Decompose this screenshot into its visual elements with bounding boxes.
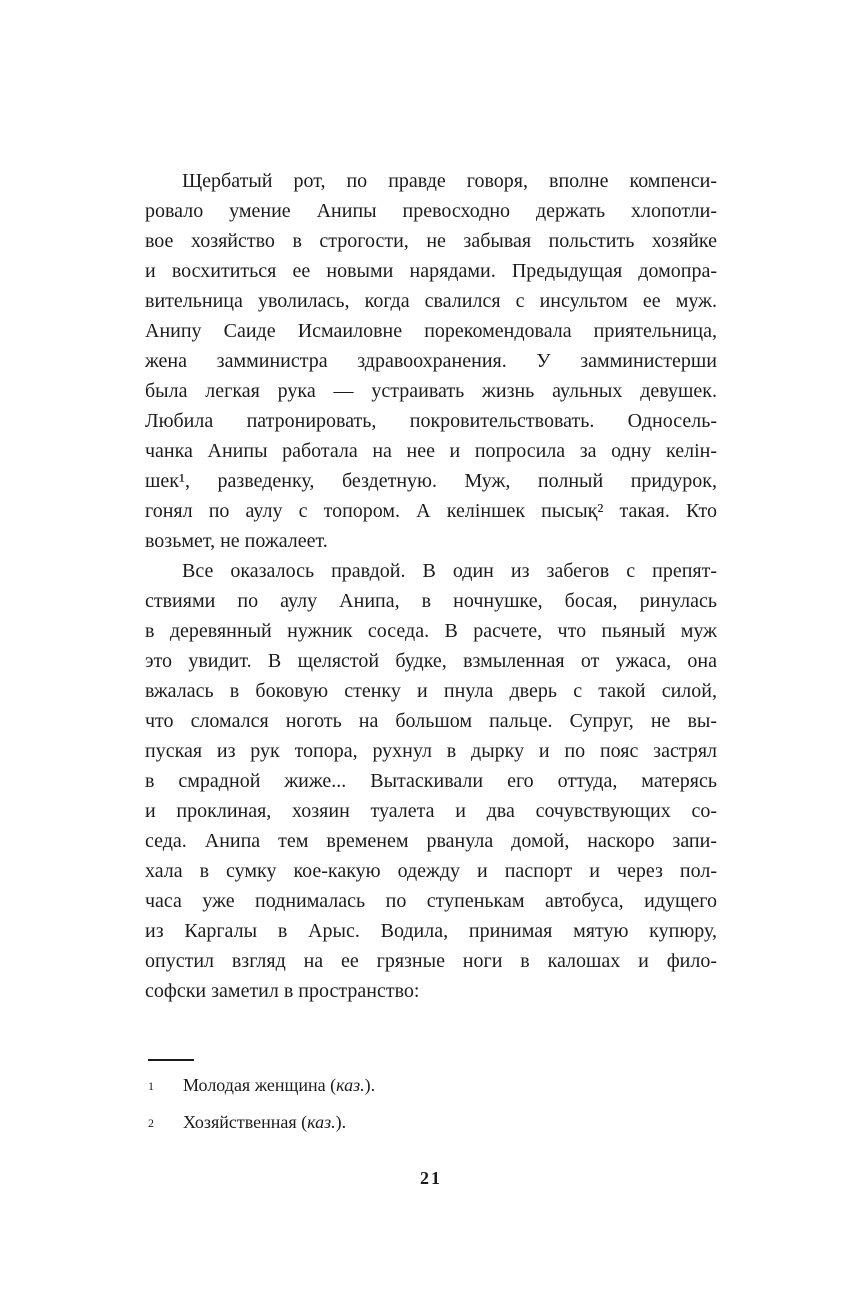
text-line: шек¹, разведенку, бездетную. Муж, полный придурок,: [145, 470, 717, 492]
text-line: вительница уволилась, когда свалился с инсультом ее муж.: [145, 290, 717, 312]
footnote: [146, 1072, 718, 1099]
text-line: из Каргалы в Арыс. Водила, принимая мятую купюру,: [145, 920, 717, 942]
page-number: 21: [420, 1168, 442, 1188]
text-line: вое хозяйство в строгости, не забывая польстить хозяйке: [145, 230, 717, 252]
footnote: [146, 1109, 718, 1136]
footnotes: [146, 1072, 718, 1146]
text-line: в смрадной жиже... Вытаскивали его оттуда, матерясь: [145, 770, 717, 792]
text-line: хала в сумку кое-какую одежду и паспорт и через пол-: [145, 860, 717, 882]
text-line: вжалась в боковую стенку и пнула дверь с такой силой,: [145, 680, 717, 702]
text-line: часа уже поднималась по ступенькам автобуса, идущего: [145, 890, 717, 912]
text-line: что сломался ноготь на большом пальце. Супруг, не вы-: [145, 710, 717, 732]
text-line: была легкая рука — устраивать жизнь аульных девушек.: [145, 380, 717, 402]
text-line: и восхититься ее новыми нарядами. Предыдущая домопра-: [145, 260, 717, 282]
footnote-text: Молодая женщина (каз.).: [183, 1075, 376, 1095]
text-line: гонял по аулу с топором. А келіншек пысық² такая. Кто: [145, 500, 717, 522]
text-line: Любила патронировать, покровительствовать. Односель-: [145, 410, 717, 432]
text-line: Все оказалось правдой. В один из забегов с препят-: [182, 560, 717, 582]
footnote-text: Хозяйственная (каз.).: [183, 1112, 347, 1132]
text-line: Анипу Саиде Исмаиловне порекомендовала приятельница,: [145, 320, 717, 342]
body-text: [145, 166, 717, 1006]
text-line: чанка Анипы работала на нее и попросила за одну келін-: [145, 440, 717, 462]
footnote-marker: 2: [148, 1116, 154, 1130]
text-line: и проклиная, хозяин туалета и два сочувствующих со-: [145, 800, 717, 822]
text-line: софски заметил в пространство:: [145, 980, 420, 1002]
text-line: опустил взгляд на ее грязные ноги в калошах и фило-: [145, 950, 717, 972]
text-line: в деревянный нужник соседа. В расчете, что пьяный муж: [145, 620, 717, 642]
text-line: ствиями по аулу Анипа, в ночнушке, босая, ринулась: [145, 590, 717, 612]
text-line: седа. Анипа тем временем рванула домой, наскоро запи-: [145, 830, 717, 852]
text-line: возьмет, не пожалеет.: [145, 530, 328, 552]
text-line: пуская из рук топора, рухнул в дырку и по пояс застрял: [145, 740, 717, 762]
text-line: Щербатый рот, по правде говоря, вполне компенси-: [182, 170, 717, 192]
footnote-rule: [148, 1059, 194, 1061]
text-line: жена замминистра здравоохранения. У замминистерши: [145, 350, 717, 372]
text-line: это увидит. В щелястой будке, взмыленная от ужаса, она: [145, 650, 717, 672]
footnote-marker: 1: [148, 1079, 154, 1093]
text-line: ровало умение Анипы превосходно держать хлопотли-: [145, 200, 717, 222]
